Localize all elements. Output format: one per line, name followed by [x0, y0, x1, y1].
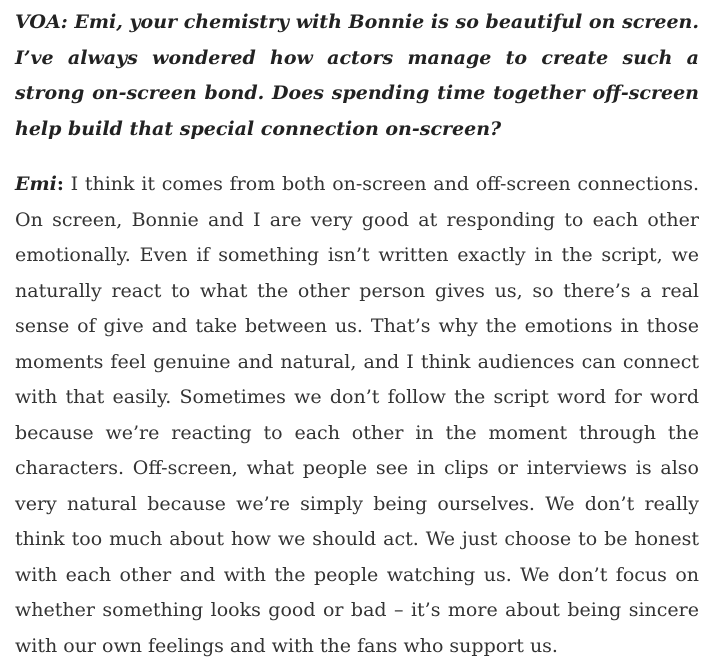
answer-speaker-separator: : — [56, 173, 64, 195]
interviewee-answer — [15, 167, 699, 664]
answer-speaker-name: Emi — [15, 173, 57, 195]
answer-body-text: I think it comes from both on-screen and off-screen connections. On screen, Bonnie and I are very good at responding to each other emotionally. Even if something isn’t written exactly in the script, we naturally react to what the other person gives us, so there’s a real sense of give and take between us. That’s why the emotions in those moments feel genuine and natural, and I think audiences can connect with that easily. Sometimes we don’t follow the script word for word because we’re reacting to each other in the moment through the characters. Off-screen, what people see in clips or interviews is also very natural because we’re simply being ourselves. We don’t really think too much about how we should act. We just choose to be honest with each other and with the people watching us. We don’t focus on whether something looks good or bad – it’s more about being sincere with our own feelings and with the fans who support us. — [15, 173, 699, 657]
interview-article — [15, 5, 699, 664]
interviewer-question: VOA: Emi, your chemistry with Bonnie is so beautiful on screen. I’ve always wondered how actors manage to create such a strong on-screen bond. Does spending time together off-screen help build that special connection on-screen? — [15, 11, 699, 140]
